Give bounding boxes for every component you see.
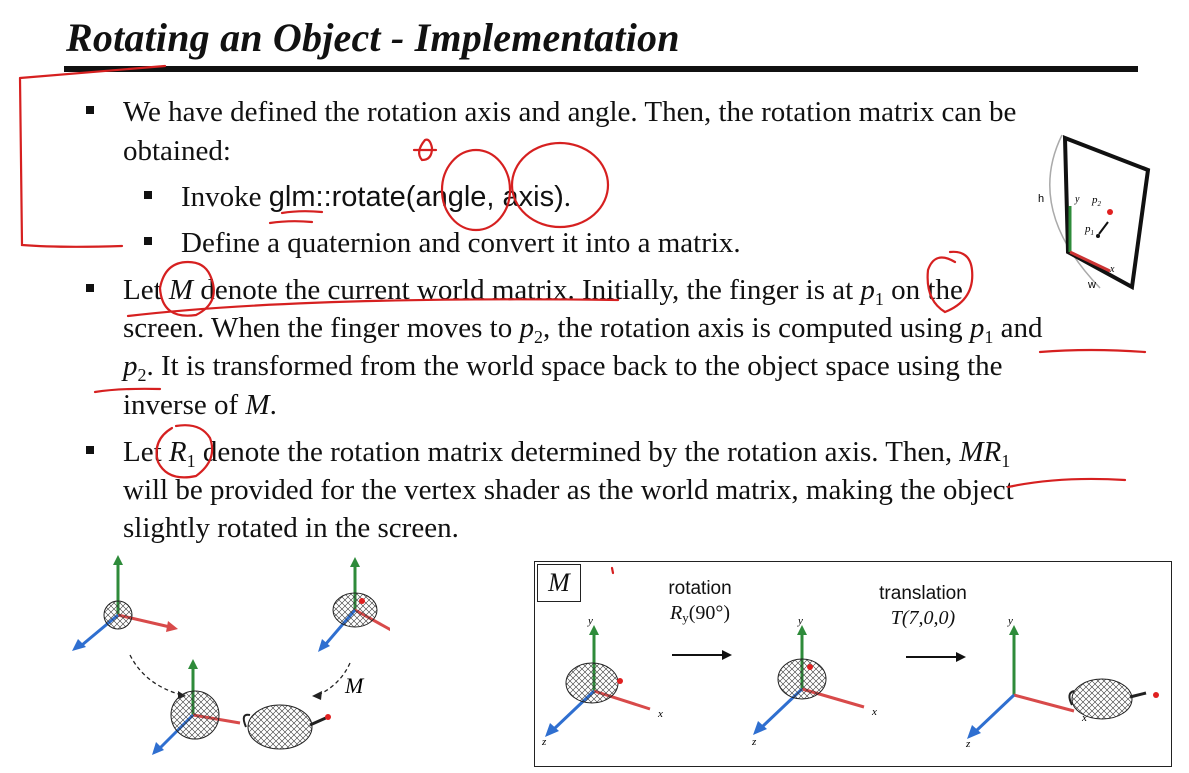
R-sub: y <box>682 610 689 625</box>
math-p: p <box>519 312 534 344</box>
panel-2-axes <box>751 615 877 748</box>
axes-top-right <box>318 557 390 652</box>
transform-sequence <box>534 561 1170 765</box>
subscript: 1 <box>984 327 994 347</box>
title-rule <box>64 66 1138 72</box>
bullet-3-line-1 <box>123 433 1010 471</box>
screen-quad <box>1065 138 1148 287</box>
axis-y: y <box>588 615 593 627</box>
text: screen. When the finger moves to <box>123 312 520 344</box>
subscript: 2 <box>137 365 147 385</box>
sub-bullet-1-pre: Invoke <box>181 181 269 213</box>
bullet-marker <box>86 106 94 114</box>
x-label: x <box>1110 264 1115 275</box>
text: . <box>269 389 277 421</box>
R-symbol: R <box>669 602 683 624</box>
p2-point <box>1107 209 1113 215</box>
panel-3-axes <box>965 615 1159 750</box>
dashed-arrow-left <box>130 655 182 695</box>
glm-rotate-code: glm::rotate(angle, axis) <box>268 181 564 213</box>
screen-figure <box>1030 130 1170 295</box>
subscript: 2 <box>533 327 543 347</box>
axis-x: x <box>658 708 663 720</box>
text: and <box>993 312 1043 344</box>
ink-underline-MR1 <box>1008 479 1125 487</box>
bullet-2-line-3 <box>123 347 1003 385</box>
M-label: M <box>345 673 364 698</box>
text: . It is transformed from the world space back to the object space using the <box>146 350 1003 382</box>
subscript: 1 <box>1001 451 1011 471</box>
sub-bullet-marker <box>144 191 152 199</box>
axis-x: x <box>872 706 877 718</box>
bullet-2-line-1 <box>123 271 963 309</box>
math-p: p <box>123 350 138 382</box>
bullet-1-line-1: We have defined the rotation axis and angle. Then, the rotation matrix can be <box>123 96 1017 128</box>
ink-theta <box>414 140 436 160</box>
panel-1-axes <box>541 615 663 748</box>
axes-top-left <box>72 555 178 651</box>
text: denote the rotation matrix determined by the rotation axis. Then, <box>195 436 960 468</box>
text: denote the current world matrix. Initially, the finger is at <box>193 274 861 306</box>
text: inverse of <box>123 389 246 421</box>
box-M-label: M <box>537 564 581 602</box>
slide-title: Rotating an Object - Implementation <box>66 15 680 60</box>
bullet-3-line-2: will be provided for the vertex shader as the world matrix, making the object <box>123 474 1014 506</box>
axis-y: y <box>798 615 803 627</box>
bullet-1-line-2: obtained: <box>123 135 231 167</box>
axis-z: z <box>542 736 547 748</box>
sub-bullet-2: Define a quaternion and convert it into a matrix. <box>181 227 741 259</box>
w-label: w <box>1088 279 1096 291</box>
bullet-2-line-2 <box>123 309 1043 347</box>
sub-bullet-marker <box>144 237 152 245</box>
p2-sub: 2 <box>1097 200 1101 208</box>
h-label: h <box>1038 193 1045 205</box>
bullet-marker <box>86 446 94 454</box>
math-M: M <box>245 389 270 421</box>
text: Let <box>123 436 169 468</box>
ink-underline-p1 <box>1040 350 1145 352</box>
bullet-3-line-3: slightly rotated in the screen. <box>123 512 459 544</box>
teapot-bottom <box>244 705 331 749</box>
p1-point <box>1096 234 1100 238</box>
text: Let <box>123 274 169 306</box>
bullet-2-line-4 <box>123 386 277 424</box>
axes-bottom <box>152 659 240 755</box>
axis-x: x <box>1082 712 1087 724</box>
sub-bullet-1 <box>181 178 571 216</box>
sub-bullet-1-post: . <box>563 181 571 213</box>
text: , the rotation axis is computed using <box>542 312 970 344</box>
axis-y: y <box>1008 615 1013 627</box>
p1-p: p <box>1085 223 1091 235</box>
math-p: p <box>860 274 875 306</box>
translation-caption: translation <box>879 583 967 604</box>
subscript: 1 <box>874 289 884 309</box>
math-M: M <box>168 274 194 306</box>
axis-z: z <box>752 736 757 748</box>
p2-p: p <box>1092 194 1098 206</box>
object-space-figure <box>60 555 390 765</box>
math-MR: MR <box>959 436 1002 468</box>
rotation-caption: rotation <box>668 578 732 599</box>
p1-sub: 1 <box>1090 229 1094 237</box>
y-label: y <box>1075 194 1080 205</box>
math-R: R <box>168 436 187 468</box>
axis-z: z <box>966 738 971 750</box>
subscript: 1 <box>186 451 196 471</box>
bullet-marker <box>86 284 94 292</box>
math-p: p <box>969 312 985 344</box>
translation-expr: T(7,0,0) <box>890 607 956 629</box>
R-arg: (90°) <box>688 602 731 624</box>
text: on the <box>883 274 963 306</box>
